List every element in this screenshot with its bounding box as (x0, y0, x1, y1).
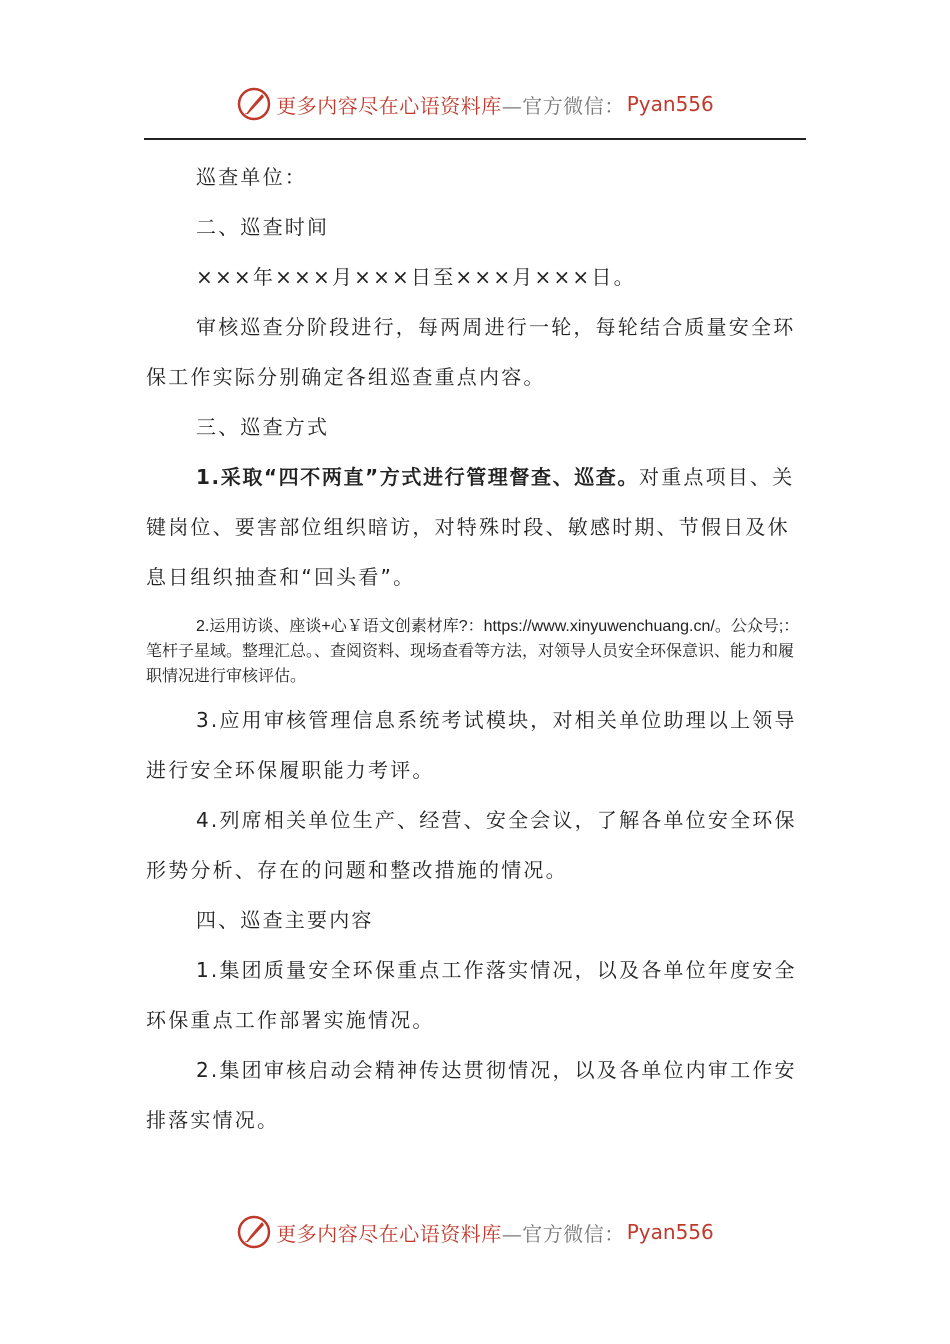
method-1-bold: 1.采取“四不两直”方式进行管理督查、巡查。 (196, 465, 640, 489)
unit-label: 巡查单位： (196, 165, 307, 189)
quill-pen-logo-icon (236, 1214, 272, 1250)
content-1-paragraph: 1.集团质量安全环保重点工作落实情况，以及各单位年度安全环保重点工作部署实施情况。 (146, 958, 797, 1032)
header-wechat-id: Pyan556 (626, 92, 714, 116)
header-separator: —官方微信： (501, 93, 625, 118)
footer-brand: 更多内容尽在心语资料库 (276, 1221, 502, 1246)
document-body (146, 152, 802, 1145)
method-1-paragraph (146, 452, 802, 602)
section-2-title: 二、巡查时间 (196, 215, 330, 239)
content-2-paragraph: 2.集团审核启动会精神传达贯彻情况，以及各单位内审工作安排落实情况。 (146, 1058, 797, 1132)
time-range: ×××年×××月×××日至×××月×××日。 (196, 265, 636, 289)
method-3-paragraph: 3.应用审核管理信息系统考试模块，对相关单位助理以上领导进行安全环保履职能力考评。 (146, 708, 797, 782)
page-footer (0, 1210, 950, 1254)
section-4-title: 四、巡查主要内容 (196, 908, 374, 932)
footer-wechat-id: Pyan556 (626, 1220, 714, 1244)
header-divider (144, 138, 806, 140)
method-2-paragraph: 2.运用访谈、座谈+心￥语文创素材库?：https://www.xinyuwenchuang.cn/。公众号;：笔杆子星域。整理汇总。、查阅资料、现场查看等方法，对领导人员安全环保意识、能力和履职情况进行审核评估。 (146, 618, 800, 685)
quill-pen-logo-icon (236, 86, 272, 122)
section-3-title: 三、巡查方式 (196, 415, 330, 439)
method-1-rest: 对重点项目、关键岗位、要害部位组织暗访，对特殊时段、敏感时期、节假日及休息日组织抽查和“回头看”。 (146, 465, 795, 589)
header-brand: 更多内容尽在心语资料库 (276, 93, 502, 118)
page-header (0, 82, 950, 126)
footer-separator: —官方微信： (501, 1221, 625, 1246)
audit-paragraph: 审核巡查分阶段进行，每两周进行一轮，每轮结合质量安全环保工作实际分别确定各组巡查重点内容。 (146, 315, 796, 389)
method-4-paragraph: 4.列席相关单位生产、经营、安全会议，了解各单位安全环保形势分析、存在的问题和整改措施的情况。 (146, 808, 797, 882)
